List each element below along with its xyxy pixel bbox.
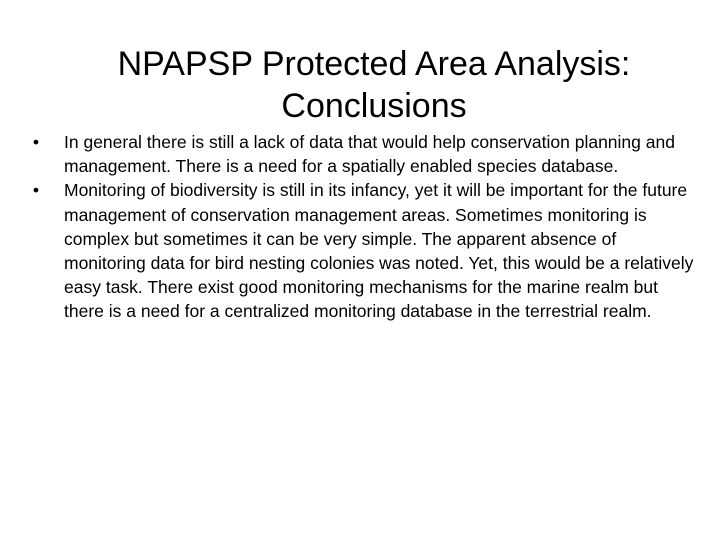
bullet-item xyxy=(30,130,700,178)
title-line: NPAPSP Protected Area Analysis: xyxy=(117,44,631,83)
bullet-icon: • xyxy=(32,180,40,201)
slide-title xyxy=(36,43,712,127)
bullet-text: In general there is still a lack of data that would help conservation planning and management. There is a need for a spatially enabled species database. xyxy=(64,132,675,177)
bullet-item xyxy=(30,178,700,323)
bullet-icon: • xyxy=(32,132,40,152)
bullet-text: Monitoring of biodiversity is still in its infancy, yet it will be important for the future management of conservation management areas. Sometimes monitoring is complex but sometimes it can be very simple. The apparent absence of monitoring data for bird nesting colonies was noted. Yet, this would be a relatively easy task. There exist good monitoring mechanisms for the marine realm but there is a need for a centralized monitoring database in the terrestrial realm. xyxy=(64,180,694,322)
title-line: Conclusions xyxy=(281,86,467,125)
bullet-list xyxy=(30,130,700,324)
